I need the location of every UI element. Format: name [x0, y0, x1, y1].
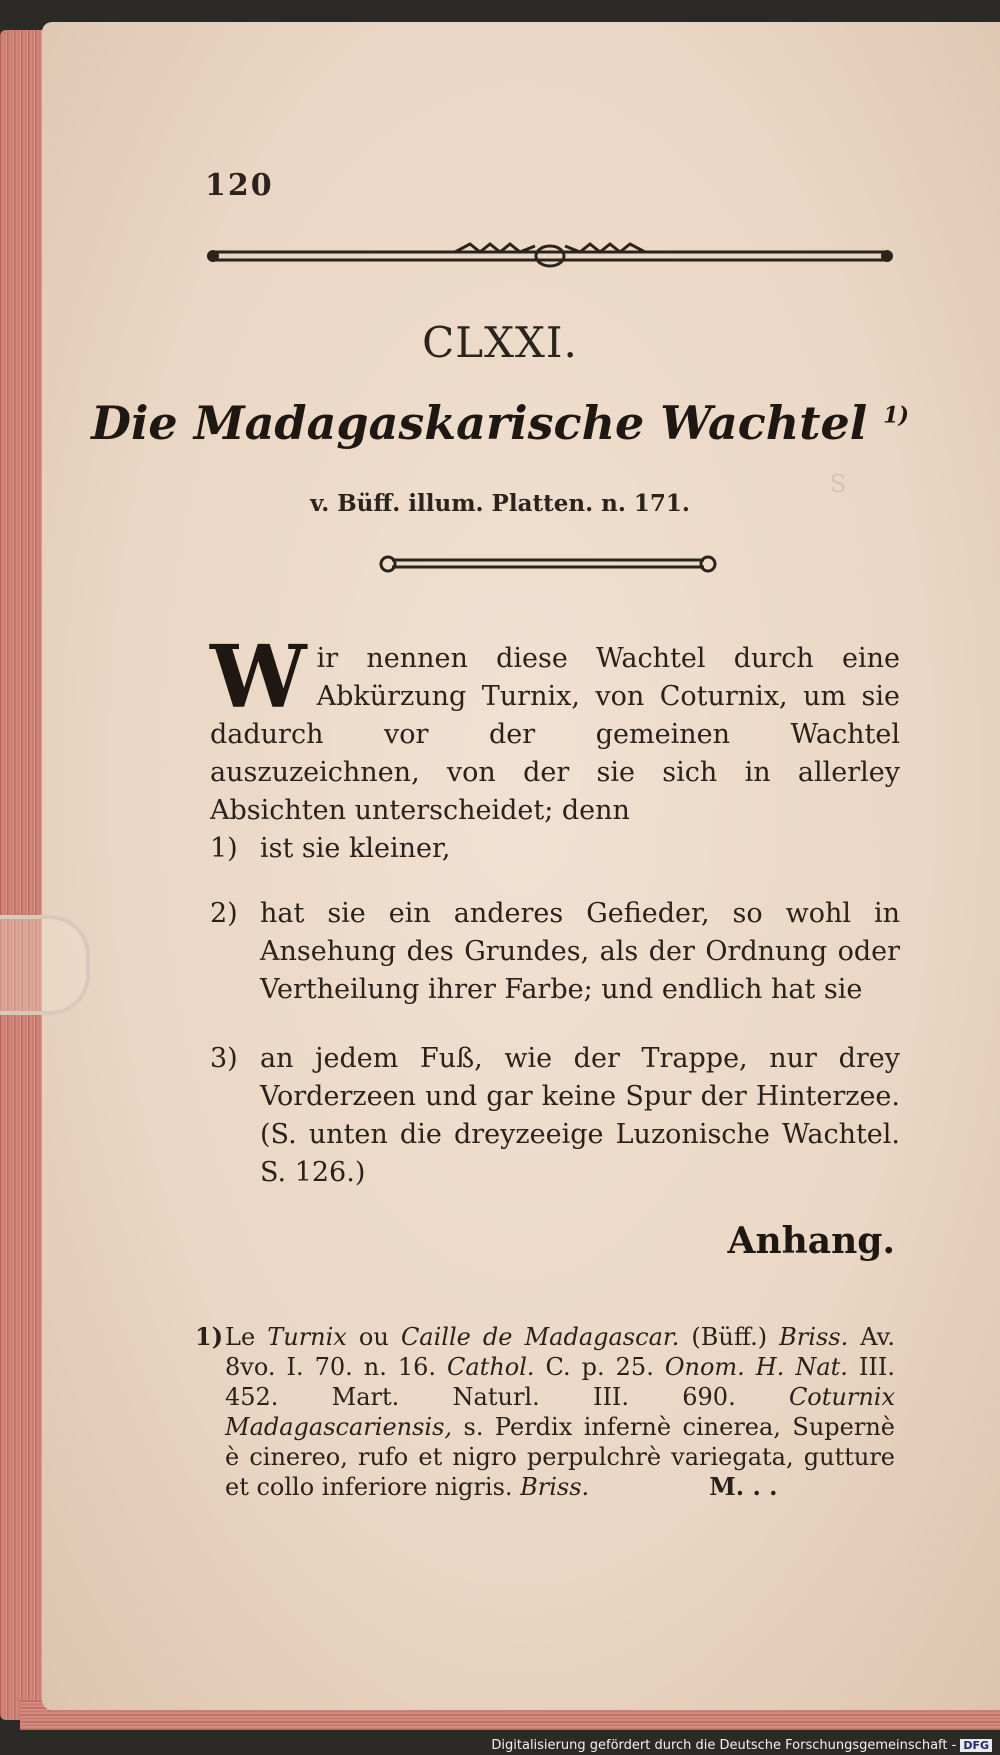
digitization-credit [491, 1738, 992, 1753]
list-item-3 [210, 1040, 900, 1192]
footnote-italic: Onom. H. Nat. [664, 1353, 848, 1381]
chapter-title [0, 396, 1000, 450]
bookmark-clip [0, 915, 90, 1015]
list-item-number: 3) [210, 1043, 238, 1074]
footnote-text: (Büff.) [679, 1323, 780, 1351]
footnote-text: Le [225, 1323, 268, 1351]
footnote [195, 1322, 896, 1502]
footnote-italic: Cathol. [447, 1353, 535, 1381]
footnote-text: C. p. 25. [534, 1353, 665, 1381]
list-item-text: hat sie ein anderes Gefieder, so wohl in Ansehung des Grundes, als der Ordnung oder Vertheilung ihrer Farbe; und endlich hat sie [260, 898, 900, 1005]
chapter-number: CLXXI. [422, 318, 578, 367]
dfg-logo: DFG [960, 1739, 992, 1752]
drop-cap: W [210, 627, 307, 728]
credit-text: Digitalisierung gefördert durch die Deutsche Forschungsgemeinschaft - [491, 1738, 957, 1753]
list-item-text: an jedem Fuß, wie der Trappe, nur drey Vorderzeen und gar keine Spur der Hinterzee. (S. unten die dreyzeeige Luzonische Wachtel. S. 126.) [260, 1043, 900, 1188]
footnote-text: III. 452. Mart. Naturl. III. 690. [225, 1353, 895, 1411]
footnote-italic: Turnix [267, 1323, 347, 1351]
list-item-1 [210, 830, 900, 868]
footnote-italic: Coturnix Madagascariensis, [225, 1383, 895, 1441]
chapter-title-text: Die Madagaskarische Wachtel [91, 396, 868, 450]
footnote-text: ou [346, 1323, 401, 1351]
plate-reference: v. Büff. illum. Platten. n. 171. [310, 490, 690, 517]
footnote-italic: Briss. [779, 1323, 849, 1351]
intro-paragraph-text: ir nennen diese Wachtel durch eine Abkürzung Turnix, von Coturnix, um sie dadurch vor der gemeinen Wachtel auszuzeichnen, von der sie sich in allerley Absichten unterscheidet; denn [210, 643, 900, 826]
list-item-2 [210, 895, 900, 1009]
intro-paragraph [210, 627, 900, 830]
bleed-through-text: S [830, 470, 847, 498]
page-number: 120 [205, 168, 274, 203]
top-ornament-rule [205, 240, 895, 272]
book-page-edges [0, 30, 48, 1720]
list-item-number: 1) [210, 833, 238, 864]
footnote-text: Av. 8vo. I. 70. n. 16. [225, 1323, 896, 1381]
middle-ornament-rule [378, 550, 718, 578]
footnote-mark: 1) [195, 1322, 224, 1351]
appendix-heading: Anhang. [727, 1220, 895, 1262]
list-item-number: 2) [210, 898, 238, 929]
footnote-signature: M. . . [709, 1472, 778, 1501]
list-item-text: ist sie kleiner, [260, 833, 451, 864]
footnote-italic: Briss. [520, 1473, 590, 1501]
footnote-italic: Caille de Madagascar. [400, 1323, 680, 1351]
chapter-footnote-ref: 1) [883, 402, 909, 429]
footnote-text: s. Perdix infernè cinerea, Supernè è cinereo, rufo et nigro perpulchrè variegata, gutture et collo inferiore nigris. [225, 1413, 895, 1501]
